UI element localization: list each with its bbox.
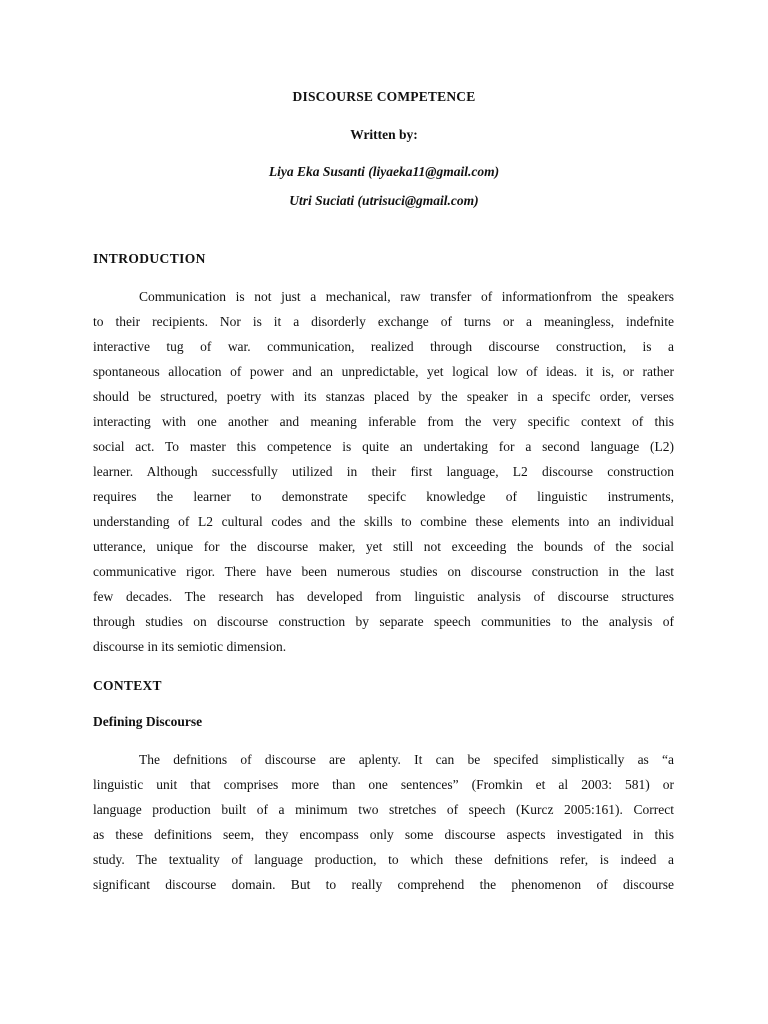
subsection-heading-defining-discourse: Defining Discourse [93, 714, 203, 729]
paragraph-line: language production built of a minimum two stretches of speech (Kurcz 2005:161). Correct [93, 802, 674, 817]
document-title: DISCOURSE COMPETENCE [292, 89, 476, 104]
written-by-label: Written by: [350, 127, 418, 142]
paragraph-line: few decades. The research has developed from linguistic analysis of discourse structures [93, 589, 674, 604]
paragraph-line: utterance, unique for the discourse maker, yet still not exceeding the bounds of the social [93, 539, 674, 554]
paragraph-line: should be structured, poetry with its stanzas placed by the speaker in a specifc order, verses [93, 389, 674, 404]
author-line: Utri Suciati (utrisuci@gmail.com) [289, 193, 479, 208]
paragraph-line: significant discourse domain. But to really comprehend the phenomenon of discourse [93, 877, 674, 892]
paragraph-line: The defnitions of discourse are aplenty. It can be specifed simplistically as “a [139, 752, 674, 767]
paragraph-line: interactive tug of war. communication, realized through discourse construction, is a [93, 339, 674, 354]
paragraph-line: study. The textuality of language production, to which these defnitions refer, is indeed a [93, 852, 674, 867]
paragraph-line: as these definitions seem, they encompass only some discourse aspects investigated in this [93, 827, 674, 842]
paragraph-line: interacting with one another and meaning inferable from the very specific context of this [93, 414, 674, 429]
paragraph-line: spontaneous allocation of power and an unpredictable, yet logical low of ideas. it is, or rather [93, 364, 674, 379]
paragraph-line: communicative rigor. There have been numerous studies on discourse construction in the last [93, 564, 674, 579]
paragraph-line: discourse in its semiotic dimension. [93, 639, 287, 654]
paragraph-line: social act. To master this competence is quite an undertaking for a second language (L2) [93, 439, 674, 454]
defining-discourse-paragraph [93, 747, 674, 897]
paragraph-line: to their recipients. Nor is it a disorderly exchange of turns or a meaningless, indefnite [93, 314, 674, 329]
section-heading-context: CONTEXT [93, 678, 162, 693]
paragraph-line: understanding of L2 cultural codes and the skills to combine these elements into an individual [93, 514, 674, 529]
paragraph-line: linguistic unit that comprises more than one sentences” (Fromkin et al 2003: 581) or [93, 777, 674, 792]
author-line: Liya Eka Susanti (liyaeka11@gmail.com) [268, 164, 500, 179]
section-heading-introduction: INTRODUCTION [93, 251, 206, 266]
paragraph-line: Communication is not just a mechanical, raw transfer of informationfrom the speakers [139, 289, 674, 304]
introduction-paragraph [93, 284, 674, 659]
paragraph-line: learner. Although successfully utilized in their first language, L2 discourse construction [93, 464, 674, 479]
paragraph-line: requires the learner to demonstrate specifc knowledge of linguistic instruments, [93, 489, 674, 504]
paragraph-line: through studies on discourse construction by separate speech communities to the analysis of [93, 614, 674, 629]
